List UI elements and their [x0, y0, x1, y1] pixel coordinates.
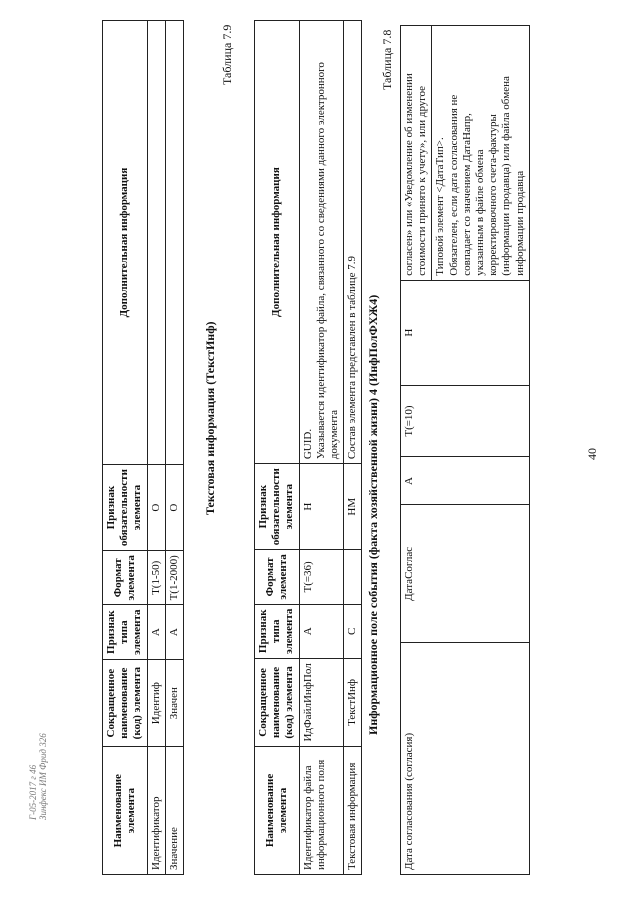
- header-required: Признак обязательности элемента: [103, 465, 148, 551]
- element-name-cell: Идентификатор файла информационного поля: [299, 746, 344, 874]
- header-format: Формат элемента: [255, 550, 300, 604]
- header-name: Наименование элемента: [255, 746, 300, 874]
- additional-info-cell: [147, 21, 165, 465]
- header-required: Признак обязательности элемента: [255, 464, 300, 550]
- element-format-cell: T(1-50): [147, 551, 165, 605]
- element-code-cell: ТекстИнф: [344, 658, 362, 746]
- table-7-9: [102, 20, 184, 875]
- table-header-row: [103, 21, 148, 875]
- table-7-9-label: Таблица 7.9: [220, 24, 234, 85]
- additional-info-cell: GUID. Указывается идентификатор файла, связанного со сведениями данного электронного документа: [299, 21, 344, 464]
- element-name-cell: Значение: [165, 747, 183, 875]
- header-type: Признак типа элемента: [255, 604, 300, 658]
- additional-info-cell: Состав элемента представлен в таблице 7.9: [344, 21, 362, 464]
- element-name-cell: Текстовая информация: [344, 746, 362, 874]
- element-format-cell: T(=10): [401, 385, 530, 457]
- table-7-8-title: Информационное поле события (факта хозяйственной жизни) 4 (ИнфПолФХЖ4): [366, 294, 380, 735]
- table-row: [299, 21, 344, 875]
- element-format-cell: [344, 550, 362, 604]
- top-continuation-table: [400, 25, 530, 875]
- element-type-cell: А: [401, 457, 530, 505]
- element-name-cell: Идентификатор: [147, 747, 165, 875]
- element-code-cell: ДатаСоглас: [401, 505, 530, 643]
- element-type-cell: А: [165, 605, 183, 659]
- element-code-cell: Идентиф: [147, 659, 165, 747]
- handwritten-note: Г-05-2017 г 46 Зинфекс ИМ Фрид 326: [28, 733, 48, 820]
- header-code: Сокращенное наименование (код) элемента: [103, 659, 148, 747]
- element-required-cell: Н: [299, 464, 344, 550]
- table-row: [165, 21, 183, 875]
- element-code-cell: ИдФайлИнфПол: [299, 658, 344, 746]
- header-info: Дополнительная информация: [255, 21, 300, 464]
- element-required-cell: НМ: [344, 464, 362, 550]
- header-code: Сокращенное наименование (код) элемента: [255, 658, 300, 746]
- table-7-8-label: Таблица 7.8: [380, 29, 394, 90]
- header-type: Признак типа элемента: [103, 605, 148, 659]
- table-7-9-title: Текстовая информация (ТекстИнф): [203, 321, 217, 515]
- element-required-cell: О: [165, 465, 183, 551]
- element-type-cell: А: [147, 605, 165, 659]
- element-format-cell: T(1-2000): [165, 551, 183, 605]
- additional-info-cell: согласен» или «Уведомление об изменении стоимости принято к учету», или другое Типовой элемент <ДатаТип>. Обязателен, если дата согласования не совпадает со значением ДатаНапр, указанным в файле обмена корректировочного счета-фактуры (информации продавца) или файла обмена информации продавца: [401, 26, 530, 281]
- header-format: Формат элемента: [103, 551, 148, 605]
- table-row: [401, 26, 530, 875]
- element-type-cell: С: [344, 604, 362, 658]
- table-row: [344, 21, 362, 875]
- additional-info-cell: [165, 21, 183, 465]
- table-7-8: [254, 20, 362, 875]
- element-name-cell: Дата согласования (согласия): [401, 643, 530, 875]
- element-code-cell: Значен: [165, 659, 183, 747]
- element-required-cell: О: [147, 465, 165, 551]
- header-name: Наименование элемента: [103, 747, 148, 875]
- page-number: 40: [585, 448, 599, 460]
- table-header-row: [255, 21, 300, 875]
- element-required-cell: Н: [401, 280, 530, 385]
- element-type-cell: А: [299, 604, 344, 658]
- table-row: [147, 21, 165, 875]
- element-format-cell: T(=36): [299, 550, 344, 604]
- header-info: Дополнительная информация: [103, 21, 148, 465]
